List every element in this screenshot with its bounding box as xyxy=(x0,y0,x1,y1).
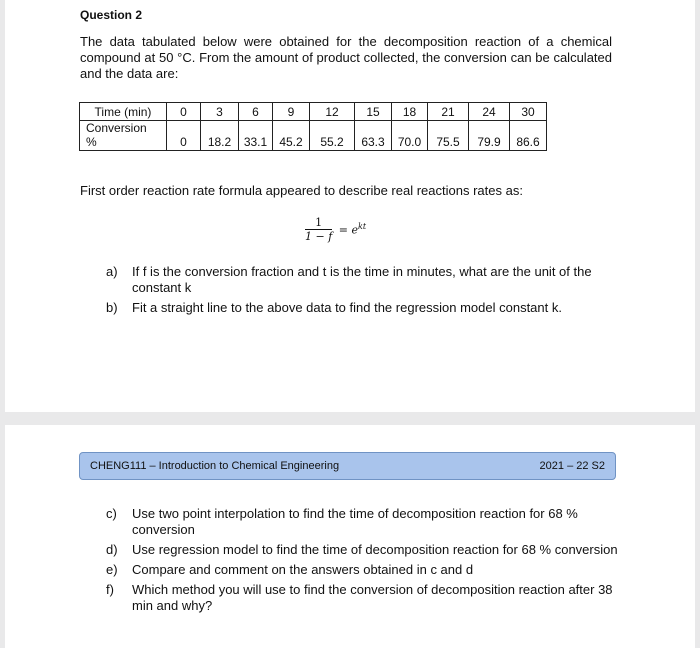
question-item xyxy=(106,542,618,558)
time-cell: 9 xyxy=(273,103,310,121)
question-marker: d) xyxy=(106,542,118,557)
conversion-cell: 33.1 xyxy=(239,121,273,151)
question-item xyxy=(106,264,618,296)
conversion-label xyxy=(80,121,167,151)
question-item xyxy=(106,300,618,316)
question-text: If f is the conversion fraction and t is the time in minutes, what are the unit of the constant k xyxy=(132,264,592,295)
formula-exponent: kt xyxy=(358,222,367,232)
conversion-cell: 79.9 xyxy=(469,121,510,151)
time-label: Time (min) xyxy=(80,103,167,121)
formula-denominator: 1 − f xyxy=(305,230,333,243)
time-cell: 6 xyxy=(239,103,273,121)
time-row xyxy=(80,103,547,121)
question-text: Which method you will use to find the conversion of decomposition reaction after 38 min and why? xyxy=(132,582,613,613)
question-marker: f) xyxy=(106,582,114,597)
conversion-cell: 63.3 xyxy=(355,121,392,151)
question-item xyxy=(106,506,618,538)
conversion-cell: 86.6 xyxy=(510,121,547,151)
time-cell: 30 xyxy=(510,103,547,121)
question-text: Use regression model to find the time of decomposition reaction for 68 % conversion xyxy=(132,542,618,557)
time-cell: 15 xyxy=(355,103,392,121)
time-cell: 24 xyxy=(469,103,510,121)
question-item xyxy=(106,562,618,578)
question-text: Use two point interpolation to find the time of decomposition reaction for 68 % conversion xyxy=(132,506,578,537)
conversion-label-line1: Conversion xyxy=(86,121,147,135)
conversion-cell: 70.0 xyxy=(392,121,428,151)
conversion-label-line2: % xyxy=(86,135,97,149)
question-marker: a) xyxy=(106,264,118,279)
course-term: 2021 – 22 S2 xyxy=(539,460,605,472)
formula-numerator: 1 xyxy=(305,216,332,230)
question-intro: The data tabulated below were obtained for the decomposition reaction of a chemical compound at 50 °C. From the amount of product collected, the conversion can be calculated and the data are: xyxy=(80,34,612,81)
conversion-cell: 45.2 xyxy=(273,121,310,151)
questions-list-page1 xyxy=(106,264,618,320)
formula-rhs xyxy=(339,222,366,237)
question-marker: c) xyxy=(106,506,117,521)
question-item xyxy=(106,582,618,614)
question-marker: b) xyxy=(106,300,118,315)
data-table xyxy=(79,102,547,151)
course-banner xyxy=(79,452,616,480)
question-text: Fit a straight line to the above data to find the regression model constant k. xyxy=(132,300,562,315)
formula-base: e xyxy=(351,223,359,237)
rate-formula xyxy=(305,216,366,243)
conversion-cell: 75.5 xyxy=(428,121,469,151)
conversion-row xyxy=(80,121,547,151)
time-cell: 3 xyxy=(201,103,239,121)
formula-fraction xyxy=(305,216,332,243)
formula-intro: First order reaction rate formula appeared to describe real reactions rates as: xyxy=(80,183,523,198)
conversion-cell: 0 xyxy=(167,121,201,151)
course-name: CHENG111 – Introduction to Chemical Engineering xyxy=(90,460,340,472)
time-cell: 21 xyxy=(428,103,469,121)
question-text: Compare and comment on the answers obtained in c and d xyxy=(132,562,474,577)
formula-equals: = xyxy=(338,223,348,237)
time-cell: 12 xyxy=(310,103,355,121)
time-cell: 18 xyxy=(392,103,428,121)
conversion-cell: 55.2 xyxy=(310,121,355,151)
question-marker: e) xyxy=(106,562,118,577)
question-title: Question 2 xyxy=(80,8,143,22)
time-cell: 0 xyxy=(167,103,201,121)
questions-list-page2 xyxy=(106,506,618,618)
conversion-cell: 18.2 xyxy=(201,121,239,151)
